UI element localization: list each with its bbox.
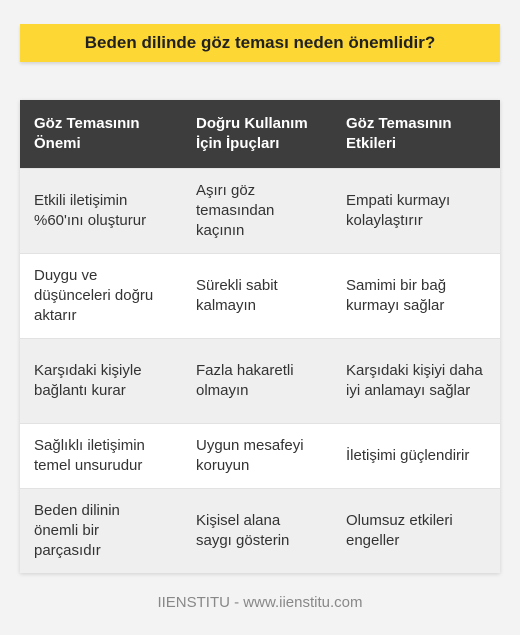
table-cell: Sağlıklı iletişimin temel unsurudur (20, 424, 182, 489)
column-header-importance: Göz Temasının Önemi (20, 100, 182, 169)
table-cell: Samimi bir bağ kurmayı sağlar (332, 254, 500, 339)
table-header-row (20, 100, 500, 169)
info-table-container (20, 100, 500, 573)
table-cell: Olumsuz etkileri engeller (332, 489, 500, 574)
table-cell: İletişimi güçlendirir (332, 424, 500, 489)
info-table (20, 100, 500, 573)
table-row (20, 254, 500, 339)
table-cell: Uygun mesafeyi koruyun (182, 424, 332, 489)
table-cell: Karşıdaki kişiyi daha iyi anlamayı sağlar (332, 339, 500, 424)
page-title: Beden dilinde göz teması neden önemlidir? (84, 33, 436, 52)
table-row (20, 489, 500, 574)
column-header-tips: Doğru Kullanım İçin İpuçları (182, 100, 332, 169)
column-header-effects: Göz Temasının Etkileri (332, 100, 500, 169)
table-cell: Beden dilinin önemli bir parçasıdır (20, 489, 182, 574)
footer-credit: IIENSTITU - www.iienstitu.com (157, 594, 363, 611)
table-cell: Kişisel alana saygı gösterin (182, 489, 332, 574)
table-cell: Etkili iletişimin %60'ını oluşturur (20, 169, 182, 254)
table-row (20, 339, 500, 424)
title-banner (20, 24, 500, 62)
table-cell: Karşıdaki kişiyle bağlantı kurar (20, 339, 182, 424)
table-row (20, 424, 500, 489)
table-cell: Duygu ve düşünceleri doğru aktarır (20, 254, 182, 339)
table-cell: Aşırı göz temasından kaçının (182, 169, 332, 254)
table-cell: Sürekli sabit kalmayın (182, 254, 332, 339)
table-row (20, 169, 500, 254)
table-cell: Empati kurmayı kolaylaştırır (332, 169, 500, 254)
table-cell: Fazla hakaretli olmayın (182, 339, 332, 424)
